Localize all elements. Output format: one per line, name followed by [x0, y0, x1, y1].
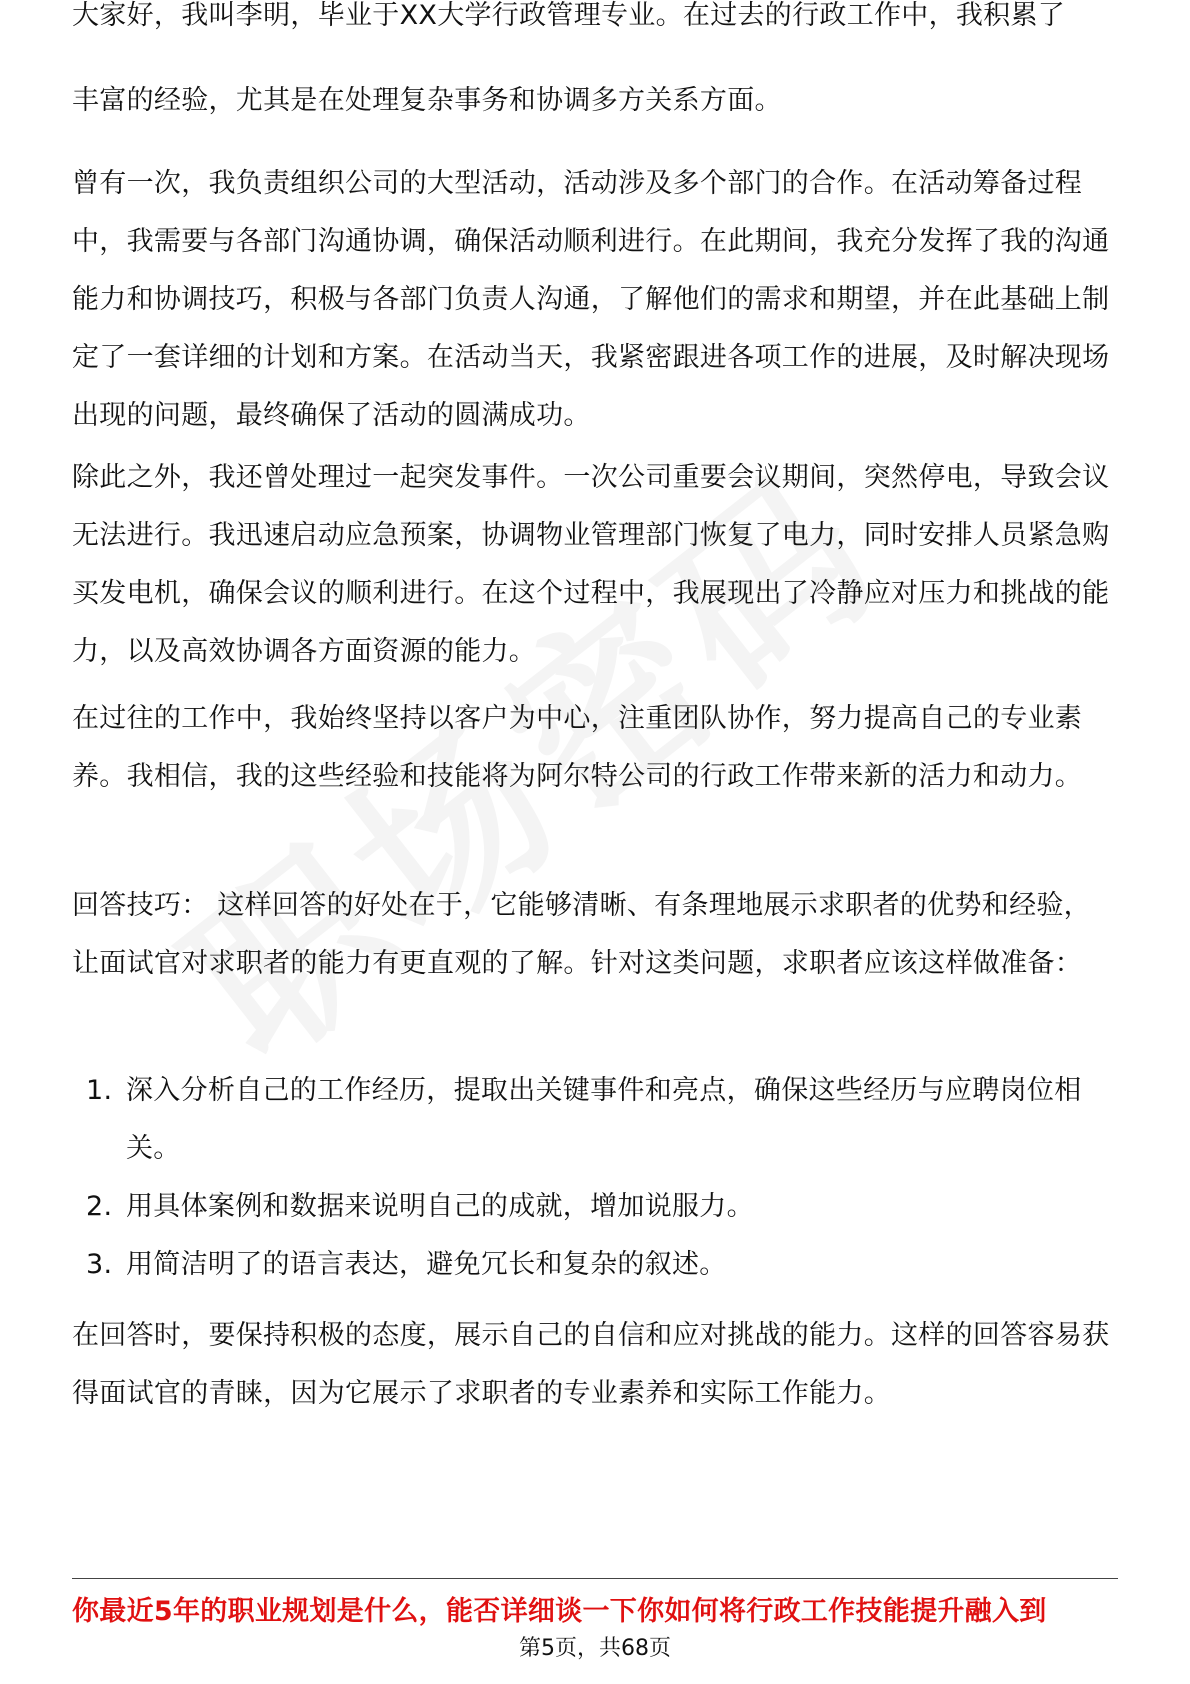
cut-off-text: 大家好，我叫李明，毕业于XX大学行政管理专业。在过去的行政工作中，我积累了 — [72, 0, 1066, 31]
list-number: 3. — [86, 1249, 113, 1280]
list-item-text: 用简洁明了的语言表达，避免冗长和复杂的叙述。 — [126, 1249, 727, 1280]
list-number: 2. — [86, 1191, 113, 1222]
paragraph-1: 丰富的经验，尤其是在处理复杂事务和协调多方关系方面。 — [72, 85, 782, 116]
list-number: 1. — [86, 1075, 113, 1106]
paragraph-3: 除此之外，我还曾处理过一起突发事件。一次公司重要会议期间，突然停电，导致会议无法进行。我迅速启动应急预案，协调物业管理部门恢复了电力，同时安排人员紧急购买发电机，确保会议的顺利进行。在这个过程中，我展现出了冷静应对压力和挑战的能力，以及高效协调各方面资源的能力。 — [72, 462, 1110, 667]
answer-tips-intro: 回答技巧： 这样回答的好处在于，它能够清晰、有条理地展示求职者的优势和经验，让面试官对求职者的能力有更直观的了解。针对这类问题，求职者应该这样做准备： — [72, 890, 1091, 979]
paragraph-2: 曾有一次，我负责组织公司的大型活动，活动涉及多个部门的合作。在活动筹备过程中，我需要与各部门沟通协调，确保活动顺利进行。在此期间，我充分发挥了我的沟通能力和协调技巧，积极与各部门负责人沟通，了解他们的需求和期望，并在此基础上制定了一套详细的计划和方案。在活动当天，我紧密跟进各项工作的进展，及时解决现场出现的问题，最终确保了活动的圆满成功。 — [72, 168, 1110, 431]
list-item-text: 深入分析自己的工作经历，提取出关键事件和亮点，确保这些经历与应聘岗位相关。 — [126, 1075, 1082, 1164]
cut-off-top-line — [72, 0, 1112, 60]
list-item — [72, 1236, 1112, 1294]
tips-list — [72, 1062, 1112, 1294]
closing-paragraph: 在回答时，要保持积极的态度，展示自己的自信和应对挑战的能力。这样的回答容易获得面试官的青睐，因为它展示了求职者的专业素养和实际工作能力。 — [72, 1320, 1110, 1409]
list-item — [72, 1062, 1112, 1178]
list-item — [72, 1178, 1112, 1236]
divider — [72, 1578, 1118, 1579]
list-item-text: 用具体案例和数据来说明自己的成就，增加说服力。 — [126, 1191, 754, 1222]
paragraph-4: 在过往的工作中，我始终坚持以客户为中心，注重团队协作，努力提高自己的专业素养。我相信，我的这些经验和技能将为阿尔特公司的行政工作带来新的活力和动力。 — [72, 703, 1083, 792]
next-question-heading: 你最近5年的职业规划是什么，能否详细谈一下你如何将行政工作技能提升融入到 — [72, 1596, 1047, 1627]
page-number: 第5页，共68页 — [519, 1636, 671, 1661]
